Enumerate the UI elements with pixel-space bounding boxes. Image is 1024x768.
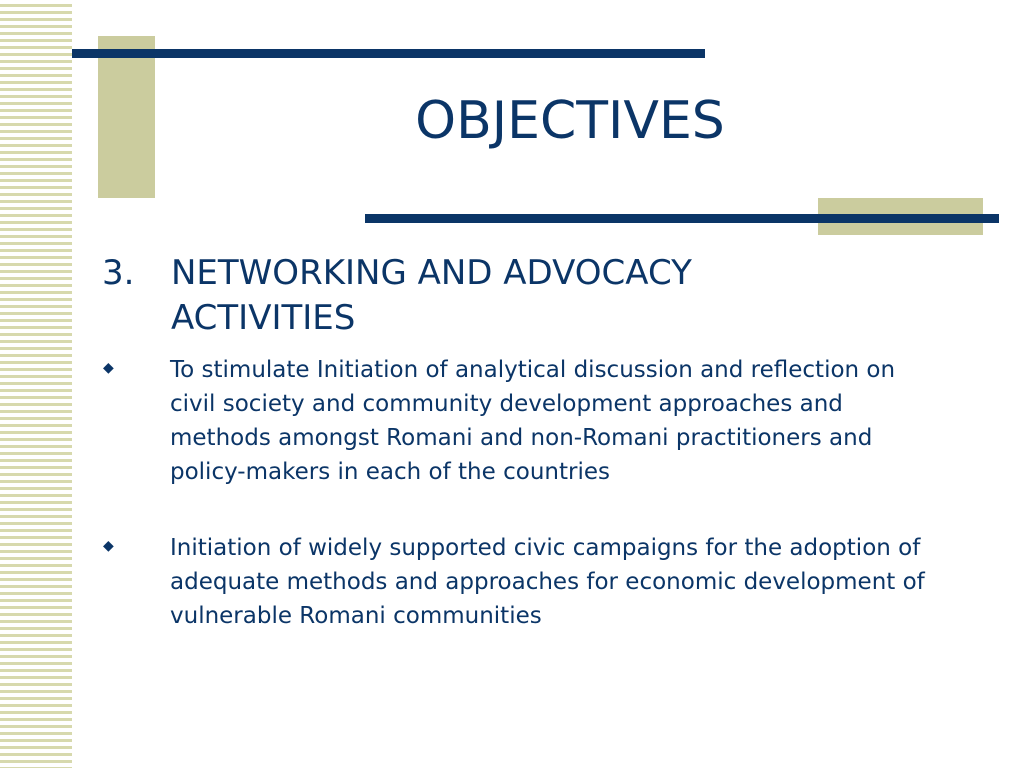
diamond-bullet-icon: ◆ — [103, 538, 114, 554]
section-number: 3. — [102, 253, 135, 293]
striped-left-border — [0, 0, 72, 768]
title-rule-top — [72, 49, 705, 58]
section-heading-text: NETWORKING AND ADVOCACY ACTIVITIES — [171, 253, 692, 338]
decorative-tan-block-vertical — [98, 36, 155, 198]
slide-title: OBJECTIVES — [415, 91, 725, 151]
title-rule-bottom — [365, 214, 999, 223]
bullet-text: Initiation of widely supported civic campaigns for the adoption of adequate methods and approaches for economic development of vulnerable Romani communities — [170, 535, 925, 629]
diamond-bullet-icon: ◆ — [103, 360, 114, 376]
bullet-text: To stimulate Initiation of analytical discussion and reflection on civil society and community development approaches and methods amongst Romani and non-Romani practitioners and policy-makers in each of the countries — [170, 357, 896, 485]
